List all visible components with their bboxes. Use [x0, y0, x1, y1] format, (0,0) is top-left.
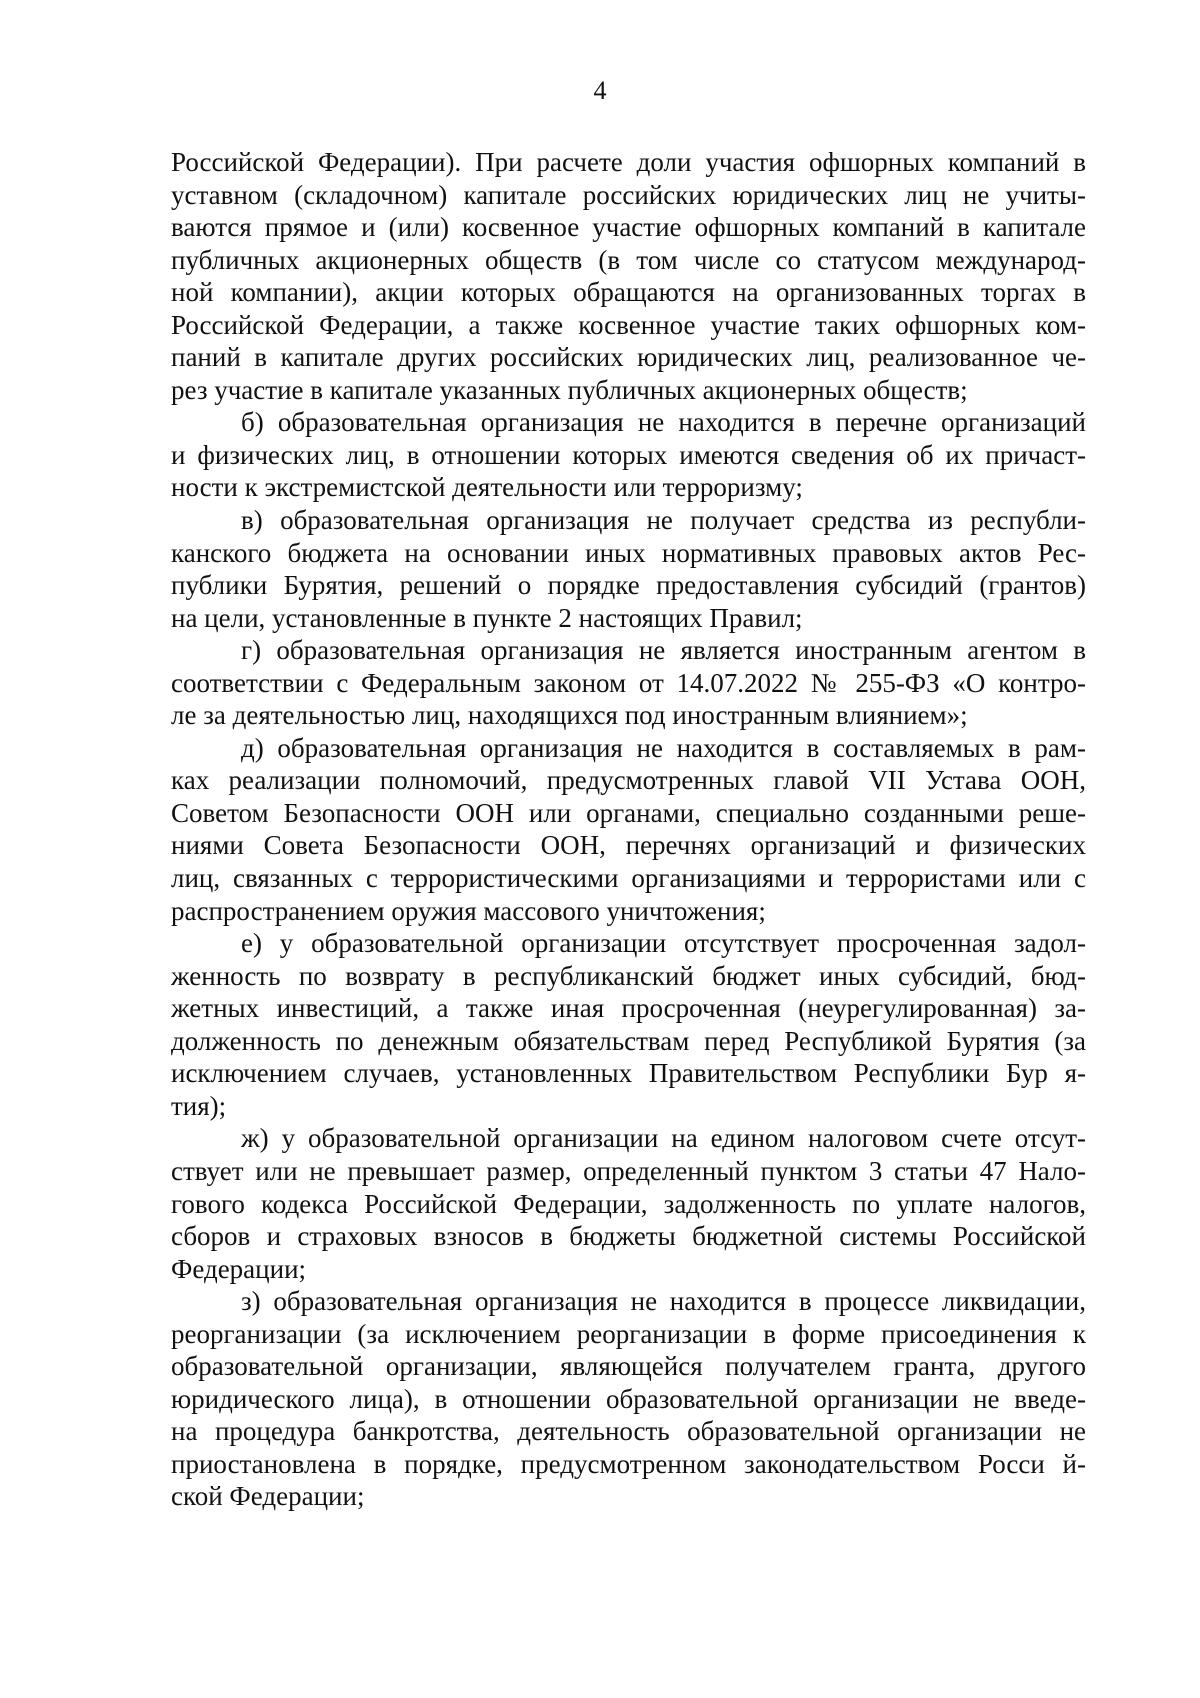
- text-line: ниями Совета Безопасности ООН, перечнях организаций и физических: [171, 830, 1086, 861]
- text-line: юридического лица), в отношении образовательной организации не введе-: [171, 1383, 1086, 1414]
- document-body: [171, 146, 1086, 1513]
- text-line: Советом Безопасности ООН или органами, специально созданными реше-: [171, 797, 1086, 828]
- text-line: публичных акционерных обществ (в том числе со статусом международ-: [171, 244, 1086, 275]
- text-line: ствует или не превышает размер, определенный пунктом 3 статьи 47 Нало-: [171, 1155, 1086, 1186]
- text-line: ваются прямое и (или) косвенное участие офшорных компаний в капитале: [171, 212, 1086, 243]
- text-line: б) образовательная организация не находится в перечне организаций: [241, 407, 1086, 438]
- text-line: ж) у образовательной организации на едином налоговом счете отсут-: [241, 1123, 1086, 1154]
- text-line: реорганизации (за исключением реорганизации в форме присоединения к: [171, 1318, 1086, 1349]
- text-line: Российской Федерации, а также косвенное участие таких офшорных ком-: [171, 309, 1086, 340]
- text-line: ской Федерации;: [171, 1481, 365, 1512]
- text-line: ле за деятельностью лиц, находящихся под иностранным влиянием»;: [171, 700, 968, 731]
- text-line: лиц, связанных с террористическими организациями и террористами или с: [171, 863, 1086, 894]
- text-line: паний в капитале других российских юридических лиц, реализованное че-: [171, 342, 1086, 373]
- text-line: ности к экстремистской деятельности или терроризму;: [171, 472, 803, 503]
- text-line: ках реализации полномочий, предусмотренных главой VII Устава ООН,: [171, 765, 1086, 796]
- text-line: распространением оружия массового уничтожения;: [171, 895, 766, 926]
- page-number: 4: [593, 76, 607, 105]
- text-line: сборов и страховых взносов в бюджеты бюджетной системы Российской: [171, 1221, 1086, 1252]
- text-line: жетных инвестиций, а также иная просроченная (неурегулированная) за-: [171, 993, 1086, 1024]
- text-line: приостановлена в порядке, предусмотренном законодательством Росси й-: [171, 1448, 1086, 1479]
- text-line: Российской Федерации). При расчете доли участия офшорных компаний в: [171, 147, 1086, 177]
- text-line: уставном (складочном) капитале российских юридических лиц не учиты-: [171, 179, 1086, 210]
- text-line: канского бюджета на основании иных нормативных правовых актов Рес-: [171, 537, 1086, 568]
- text-line: на цели, установленные в пункте 2 настоящих Правил;: [171, 602, 803, 633]
- text-line: ной компании), акции которых обращаются на организованных торгах в: [171, 277, 1086, 308]
- text-line: з) образовательная организация не находится в процессе ликвидации,: [241, 1286, 1086, 1317]
- text-line: исключением случаев, установленных Правительством Республики Бур я-: [171, 1058, 1086, 1089]
- text-line: д) образовательная организация не находится в составляемых в рам-: [241, 732, 1086, 763]
- text-line: е) у образовательной организации отсутствует просроченная задол-: [241, 928, 1086, 959]
- text-line: женность по возврату в республиканский бюджет иных субсидий, бюд-: [171, 960, 1086, 991]
- text-line: рез участие в капитале указанных публичных акционерных обществ;: [171, 374, 968, 405]
- text-line: тия);: [171, 1090, 227, 1121]
- text-line: г) образовательная организация не является иностранным агентом в: [241, 635, 1086, 666]
- text-line: соответствии с Федеральным законом от 14.07.2022 № 255-ФЗ «О контро-: [171, 667, 1086, 698]
- text-line: долженность по денежным обязательствам перед Республикой Бурятия (за: [171, 1025, 1086, 1056]
- text-line: Федерации;: [171, 1253, 307, 1284]
- text-line: в) образовательная организация не получает средства из республи-: [241, 505, 1086, 536]
- text-line: публики Бурятия, решений о порядке предоставления субсидий (грантов): [171, 570, 1086, 601]
- text-line: и физических лиц, в отношении которых имеются сведения об их причаст-: [171, 439, 1086, 470]
- text-line: на процедура банкротства, деятельность образовательной организации не: [171, 1416, 1086, 1447]
- text-line: образовательной организации, являющейся получателем гранта, другого: [171, 1351, 1086, 1382]
- text-line: гового кодекса Российской Федерации, задолженность по уплате налогов,: [171, 1188, 1086, 1219]
